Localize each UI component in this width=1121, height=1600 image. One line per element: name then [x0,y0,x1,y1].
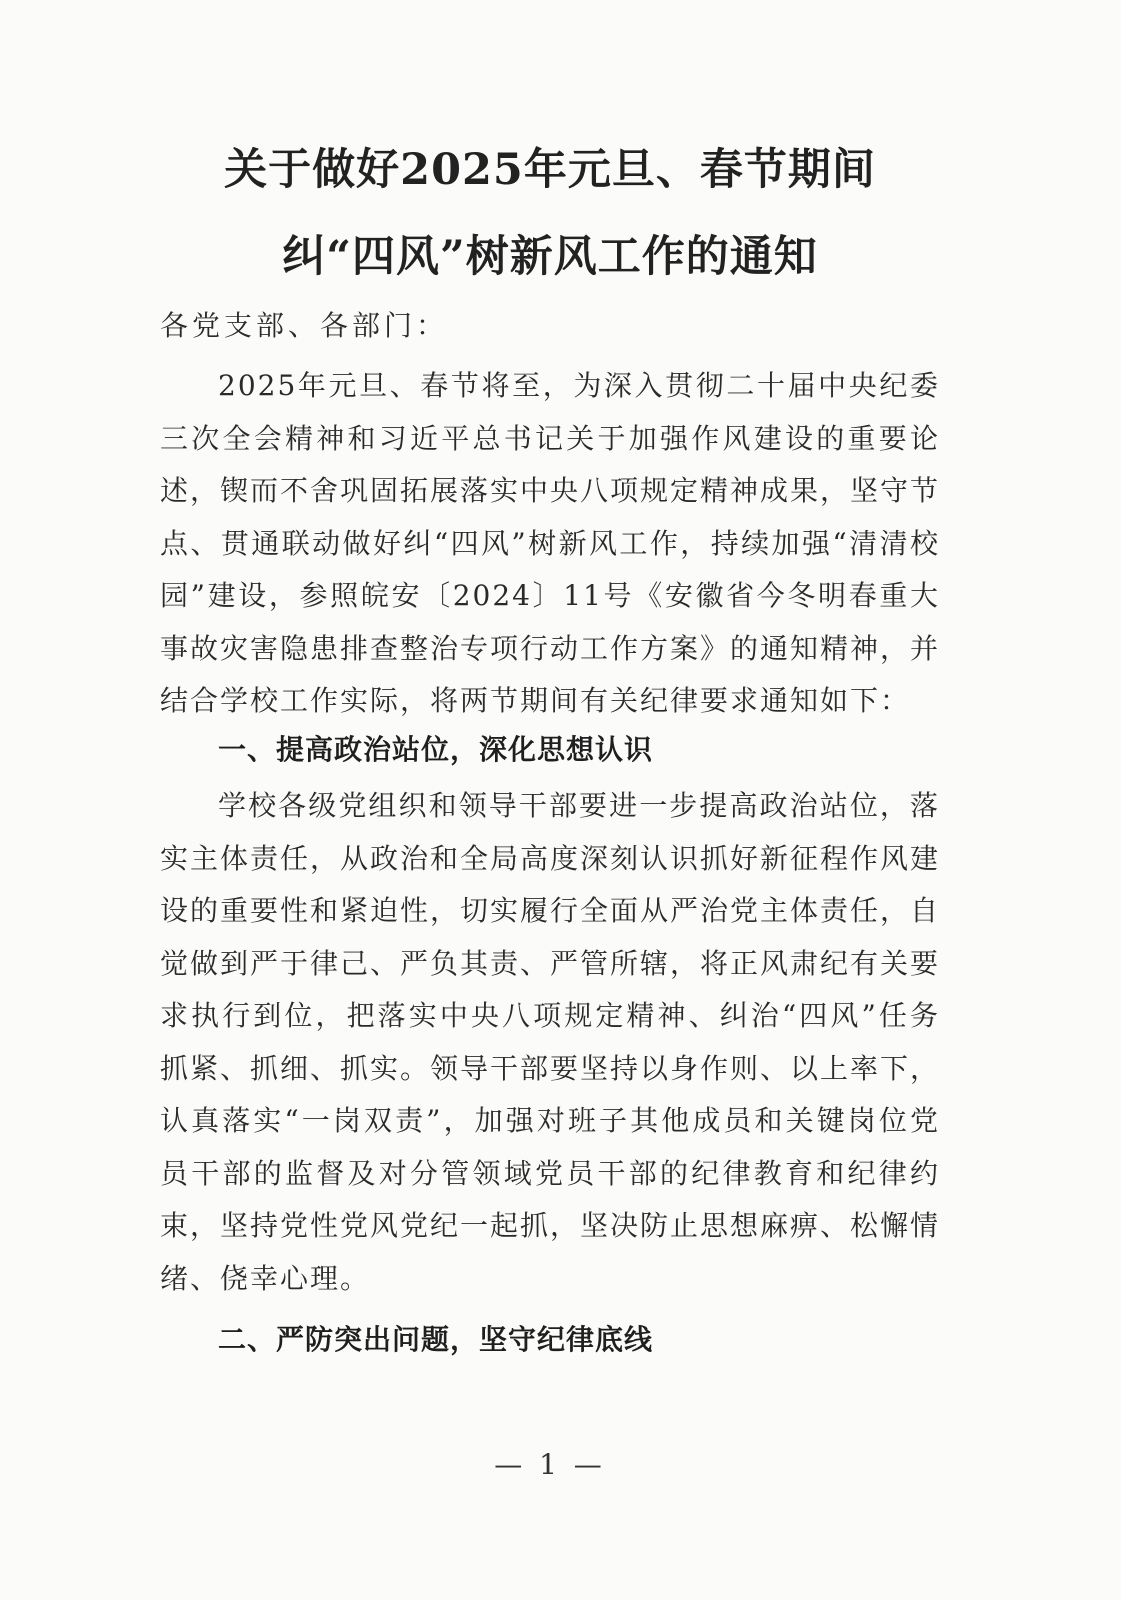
body-paragraph-1: 2025年元旦、春节将至，为深入贯彻二十届中央纪委三次全会精神和习近平总书记关于加强作风建设的重要论述，锲而不舍巩固拓展落实中央八项规定精神成果，坚守节点、贯通联动做好纠“四风”树新风工作，持续加强“清清校园”建设，参照皖安〔2024〕11号《安徽省今冬明春重大事故灾害隐患排查整治专项行动工作方案》的通知精神，并结合学校工作实际，将两节期间有关纪律要求通知如下： [160,369,941,717]
section-heading-2: 二、严防突出问题，坚守纪律底线 [218,1323,654,1356]
addressee: 各党支部、各部门： [160,309,449,342]
body-paragraph-2: 学校各级党组织和领导干部要进一步提高政治站位，落实主体责任，从政治和全局高度深刻认识抓好新征程作风建设的重要性和紧迫性，切实履行全面从严治党主体责任，自觉做到严于律己、严负其责、严管所辖，将正风肃纪有关要求执行到位，把落实中央八项规定精神、纠治“四风”任务抓紧、抓细、抓实。领导干部要坚持以身作则、以上率下，认真落实“一岗双责”，加强对班子其他成员和关键岗位党员干部的监督及对分管领域党员干部的纪律教育和纪律约束，坚持党性党风党纪一起抓，坚决防止思想麻痹、松懈情绪、侥幸心理。 [160,789,941,1295]
page-number: — 1 — [494,1448,606,1481]
section-heading-1: 一、提高政治站位，深化思想认识 [218,733,654,766]
document-title-line-2: 纠“四风”树新风工作的通知 [282,232,818,282]
document-title-line-1: 关于做好2025年元旦、春节期间 [224,145,876,195]
